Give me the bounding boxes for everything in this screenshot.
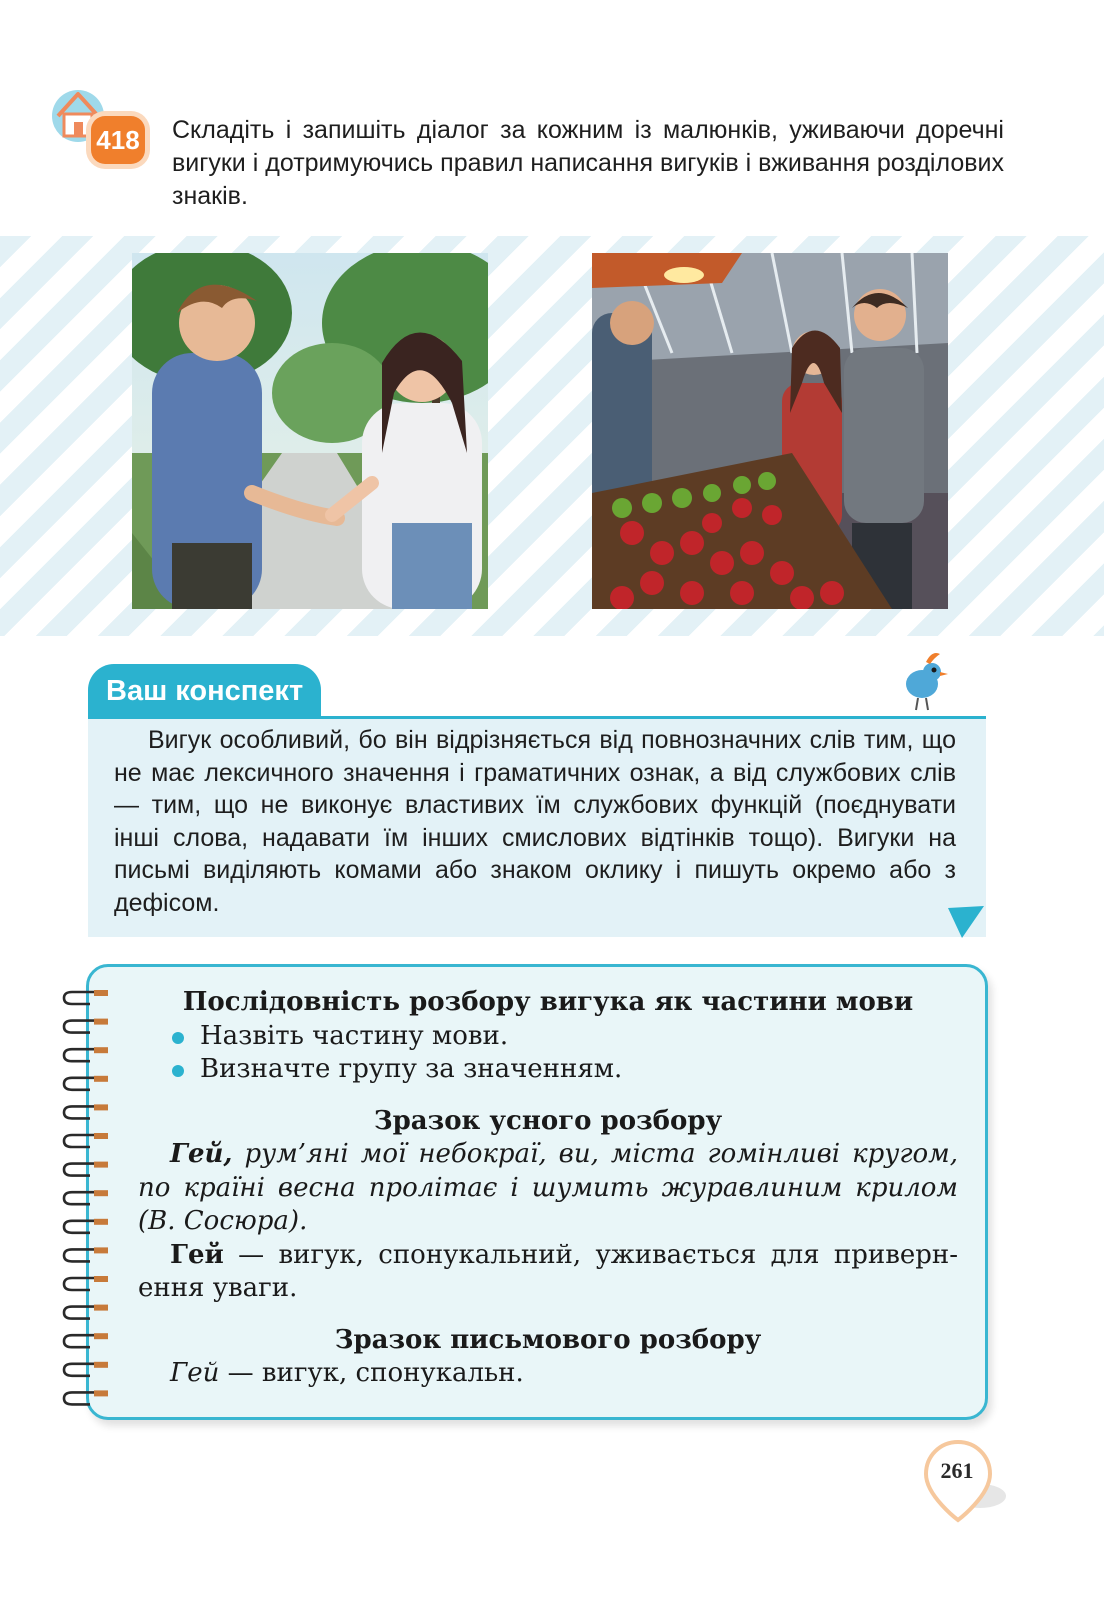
corner-arrow-icon	[948, 906, 986, 940]
analysis-steps	[138, 1020, 958, 1087]
illustration-fruit-market	[592, 253, 948, 609]
page-number: 261	[940, 1458, 974, 1483]
oral-heading: Зразок усного розбору	[373, 1105, 723, 1136]
exercise-task: Складіть і запишіть діалог за кожним із малюнків, уживаючи доречні вигуки і дотримуючись правил написання вигуків і вживання розділових знаків.	[172, 116, 1004, 210]
notebook-content	[138, 986, 958, 1391]
analysis-heading: Послідовність розбору вигука як частини мови	[182, 987, 914, 1017]
exercise-number: 418	[91, 116, 145, 164]
analysis-step: Визначте групу за значенням.	[138, 1053, 958, 1087]
bird-icon	[896, 644, 952, 714]
konspekt-title: Ваш конспект	[88, 664, 321, 718]
spiral-binding-icon	[60, 986, 112, 1406]
example-quote: Гей, рум’яні мої небокраї, ви, міста гомінливі кругом, по країні весна пролітає і шумить журавлиним крилом (В. Сосюра).	[138, 1139, 958, 1236]
written-analysis: Гей — вигук, спонукальн.	[170, 1358, 524, 1388]
written-heading: Зразок письмового розбору	[334, 1324, 762, 1355]
analysis-step: Назвіть частину мови.	[138, 1020, 958, 1054]
konspekt-text: Вигук особливий, бо він відрізняється від повнозначних слів тим, що не має лексичного значення і граматичних ознак, а від службових слів — тим, що не виконує властивих їм службових функцій (поєднувати інші слова, надавати їм інших смислових відтінків тощо). Вигуки на письмі виділяють комами або знаком оклику і пишуть окремо або з дефісом.	[114, 726, 956, 917]
oral-analysis: Гей — вигук, спонукальний, уживається для привернення уваги.	[138, 1239, 958, 1303]
illustration-park-handshake	[132, 253, 488, 609]
